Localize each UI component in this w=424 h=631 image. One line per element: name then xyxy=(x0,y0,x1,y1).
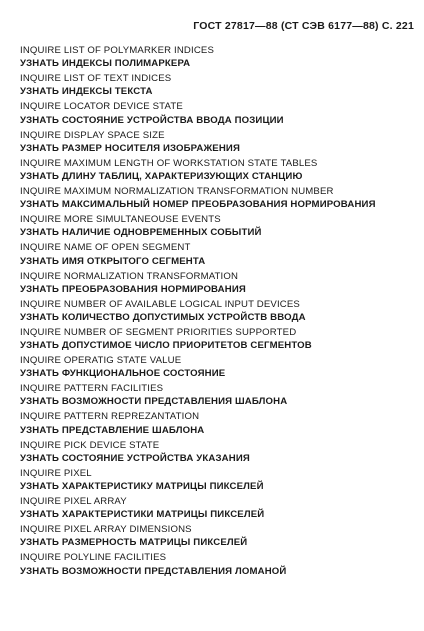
function-name-ru: УЗНАТЬ СОСТОЯНИЕ УСТРОЙСТВА УКАЗАНИЯ xyxy=(20,452,250,464)
function-name-en: INQUIRE NUMBER OF AVAILABLE LOGICAL INPUT DEVICES xyxy=(20,298,300,310)
function-name-ru: УЗНАТЬ ИНДЕКСЫ ПОЛИМАРКЕРА xyxy=(20,58,191,70)
function-name-ru: УЗНАТЬ РАЗМЕРНОСТЬ МАТРИЦЫ ПИКСЕЛЕЙ xyxy=(20,537,248,549)
running-head: ГОСТ 27817—88 (СТ СЭВ 6177—88) С. 221 xyxy=(193,20,414,32)
list-item xyxy=(20,298,420,326)
function-name-en: INQUIRE MAXIMUM NORMALIZATION TRANSFORMATION NUMBER xyxy=(20,185,334,197)
function-list xyxy=(20,44,420,580)
list-item xyxy=(20,100,420,128)
function-name-ru: УЗНАТЬ ИНДЕКСЫ ТЕКСТА xyxy=(20,86,153,98)
function-name-en: INQUIRE NUMBER OF SEGMENT PRIORITIES SUPPORTED xyxy=(20,326,297,338)
function-name-en: INQUIRE NORMALIZATION TRANSFORMATION xyxy=(20,270,239,282)
list-item xyxy=(20,354,420,382)
function-name-en: INQUIRE LIST OF POLYMARKER INDICES xyxy=(20,45,214,56)
list-item xyxy=(20,44,420,72)
function-name-en: INQUIRE OPERATIG STATE VALUE xyxy=(20,355,182,367)
list-item xyxy=(20,495,420,523)
function-name-en: INQUIRE PIXEL xyxy=(20,467,92,479)
list-item xyxy=(20,326,420,354)
list-item xyxy=(20,439,420,467)
function-name-en: INQUIRE PIXEL ARRAY DIMENSIONS xyxy=(20,524,192,536)
list-item xyxy=(20,241,420,269)
list-item xyxy=(20,270,420,298)
list-item xyxy=(20,129,420,157)
function-name-ru: УЗНАТЬ ИМЯ ОТКРЫТОГО СЕГМЕНТА xyxy=(20,255,206,267)
list-item xyxy=(20,382,420,410)
function-name-ru: УЗНАТЬ СОСТОЯНИЕ УСТРОЙСТВА ВВОДА ПОЗИЦИИ xyxy=(20,114,284,126)
list-item xyxy=(20,185,420,213)
function-name-ru: УЗНАТЬ НАЛИЧИЕ ОДНОВРЕМЕННЫХ СОБЫТИЙ xyxy=(20,227,262,239)
function-name-en: INQUIRE PATTERN FACILITIES xyxy=(20,383,164,395)
function-name-en: INQUIRE NAME OF OPEN SEGMENT xyxy=(20,242,191,254)
function-name-en: INQUIRE DISPLAY SPACE SIZE xyxy=(20,129,165,141)
list-item xyxy=(20,72,420,100)
function-name-en: INQUIRE PATTERN REPREZANTATION xyxy=(20,411,200,423)
function-name-ru: УЗНАТЬ ХАРАКТЕРИСТИКИ МАТРИЦЫ ПИКСЕЛЕЙ xyxy=(20,509,265,521)
function-name-ru: УЗНАТЬ МАКСИМАЛЬНЫЙ НОМЕР ПРЕОБРАЗОВАНИЯ НОРМИРОВАНИЯ xyxy=(20,199,376,211)
function-name-ru: УЗНАТЬ ХАРАКТЕРИСТИКУ МАТРИЦЫ ПИКСЕЛЕЙ xyxy=(20,481,264,493)
function-name-ru: УЗНАТЬ ВОЗМОЖНОСТИ ПРЕДСТАВЛЕНИЯ ШАБЛОНА xyxy=(20,396,288,408)
list-item xyxy=(20,410,420,438)
function-name-en: INQUIRE LIST OF TEXT INDICES xyxy=(20,73,172,85)
function-name-ru: УЗНАТЬ ВОЗМОЖНОСТИ ПРЕДСТАВЛЕНИЯ ЛОМАНОЙ xyxy=(20,565,287,577)
list-item xyxy=(20,467,420,495)
function-name-ru: УЗНАТЬ ДОПУСТИМОЕ ЧИСЛО ПРИОРИТЕТОВ СЕГМЕНТОВ xyxy=(20,340,312,352)
function-name-ru: УЗНАТЬ КОЛИЧЕСТВО ДОПУСТИМЫХ УСТРОЙСТВ ВВОДА xyxy=(20,311,306,323)
function-name-ru: УЗНАТЬ РАЗМЕР НОСИТЕЛЯ ИЗОБРАЖЕНИЯ xyxy=(20,142,241,154)
list-item xyxy=(20,523,420,551)
function-name-ru: УЗНАТЬ ПРЕДСТАВЛЕНИЕ ШАБЛОНА xyxy=(20,424,205,436)
function-name-ru: УЗНАТЬ ДЛИНУ ТАБЛИЦ, ХАРАКТЕРИЗУЮЩИХ СТАНЦИЮ xyxy=(20,170,303,182)
function-name-en: INQUIRE PIXEL ARRAY xyxy=(20,496,127,507)
function-name-ru: УЗНАТЬ ПРЕОБРАЗОВАНИЯ НОРМИРОВАНИЯ xyxy=(20,283,246,295)
function-name-en: INQUIRE POLYLINE FACILITIES xyxy=(20,552,167,564)
function-name-en: INQUIRE MAXIMUM LENGTH OF WORKSTATION STATE TABLES xyxy=(20,157,318,169)
function-name-en: INQUIRE LOCATOR DEVICE STATE xyxy=(20,101,183,113)
list-item xyxy=(20,157,420,185)
list-item xyxy=(20,551,420,579)
list-item xyxy=(20,213,420,241)
function-name-ru: УЗНАТЬ ФУНКЦИОНАЛЬНОЕ СОСТОЯНИЕ xyxy=(20,368,226,380)
function-name-en: INQUIRE PICK DEVICE STATE xyxy=(20,439,160,451)
function-name-en: INQUIRE MORE SIMULTANEOUSE EVENTS xyxy=(20,214,221,226)
